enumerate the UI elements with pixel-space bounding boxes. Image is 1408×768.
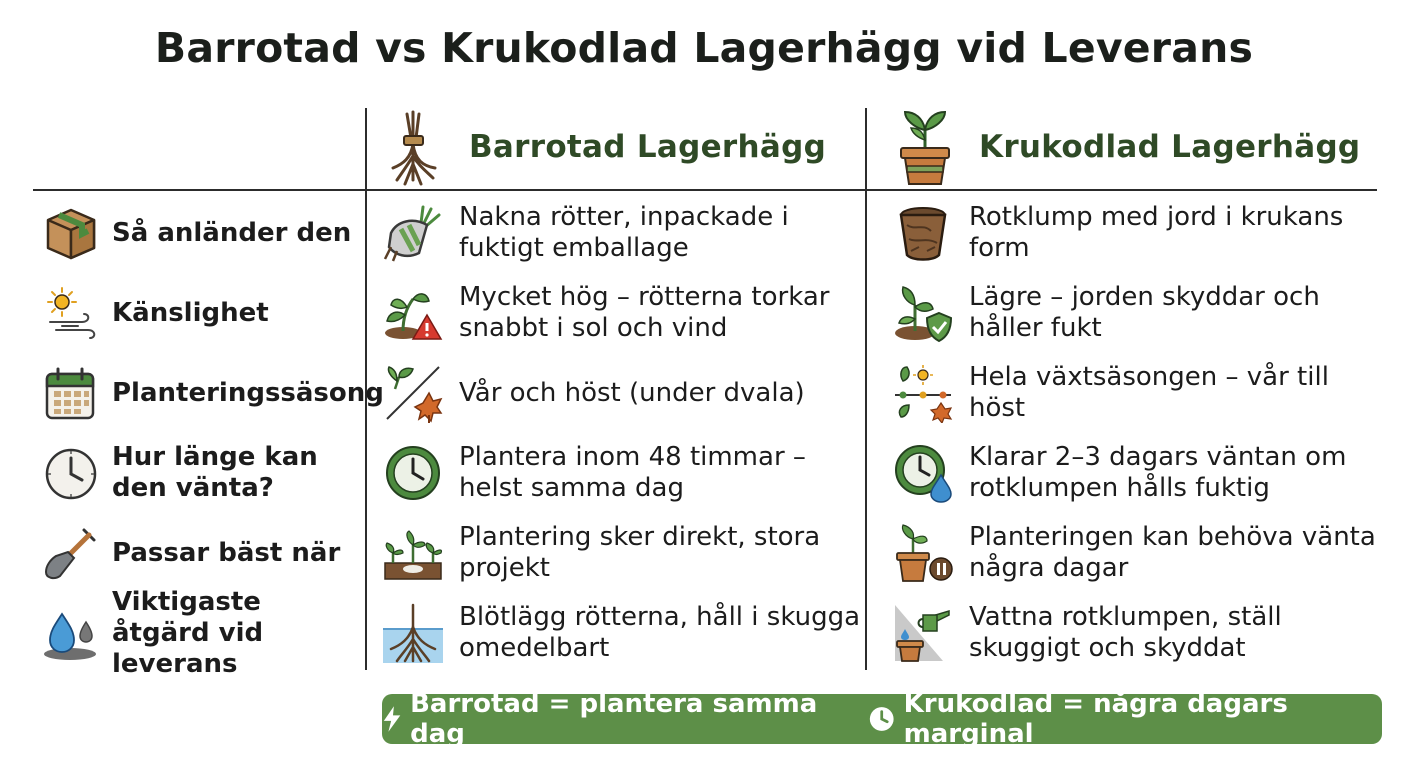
lightning-icon xyxy=(382,704,402,734)
plant-shield-icon xyxy=(893,283,953,343)
barrotad-cell xyxy=(383,593,861,673)
calendar-icon xyxy=(42,364,100,422)
column-header-label: Barrotad Lagerhägg xyxy=(469,129,827,165)
summary-banner xyxy=(382,689,1382,749)
krukodlad-cell xyxy=(893,513,1377,593)
table-row xyxy=(0,433,1408,513)
season-timeline-icon xyxy=(893,363,953,423)
krukodlad-text: Rotklump med jord i krukans form xyxy=(969,202,1344,263)
krukodlad-text: Lägre – jorden skyddar och håller fukt xyxy=(969,282,1320,343)
row-label-text: Känslighet xyxy=(112,297,269,328)
pot-pause-icon xyxy=(893,523,953,583)
table-row xyxy=(0,513,1408,593)
barrotad-text: Plantering sker direkt, stora projekt xyxy=(459,522,821,583)
wrapped-roots-icon xyxy=(383,203,443,263)
krukodlad-cell xyxy=(893,353,1377,433)
barrotad-text: Mycket hög – rötterna torkar snabbt i sol och vind xyxy=(459,282,830,343)
barrotad-text: Nakna rötter, inpackade i fuktigt emballage xyxy=(459,202,789,263)
row-label xyxy=(42,433,362,513)
barrotad-text: Blötlägg rötterna, håll i skugga omedelbart xyxy=(459,602,861,663)
krukodlad-text: Vattna rotklumpen, ställ skuggigt och skyddat xyxy=(969,602,1282,663)
summary-krukodlad xyxy=(868,689,1382,749)
spring-autumn-icon xyxy=(383,363,443,423)
krukodlad-cell xyxy=(893,193,1377,273)
clock-icon xyxy=(42,444,100,502)
root-ball-icon xyxy=(893,203,953,263)
summary-barrotad-text: Barrotad = plantera samma dag xyxy=(410,689,818,749)
column-header-label: Krukodlad Lagerhägg xyxy=(979,129,1361,165)
shovel-icon xyxy=(42,524,100,582)
row-label xyxy=(42,586,362,679)
row-label xyxy=(42,513,362,593)
krukodlad-text: Hela växtsäsongen – vår till höst xyxy=(969,362,1329,423)
row-label xyxy=(42,193,362,273)
table-row xyxy=(0,586,1408,679)
timer-drop-icon xyxy=(893,443,953,503)
sun-wind-icon xyxy=(42,284,100,342)
barrotad-cell xyxy=(383,273,861,353)
row-label-text: Passar bäst när xyxy=(112,537,341,568)
krukodlad-cell xyxy=(893,433,1377,513)
timer-icon xyxy=(383,443,443,503)
planted-row-icon xyxy=(383,523,443,583)
barrotad-cell xyxy=(383,433,861,513)
barrotad-text: Plantera inom 48 timmar – helst samma dag xyxy=(459,442,806,503)
box-icon xyxy=(42,204,100,262)
header-rule xyxy=(33,189,1377,191)
watering-can-icon xyxy=(893,603,953,663)
row-label xyxy=(42,353,384,433)
clock-icon xyxy=(868,704,895,734)
page-title: Barrotad vs Krukodlad Lagerhägg vid Leverans xyxy=(154,24,1254,72)
bare-root-icon xyxy=(383,108,447,186)
barrotad-cell xyxy=(383,353,861,433)
row-label-text: Planteringssäsong xyxy=(112,377,384,408)
soaking-roots-icon xyxy=(383,603,443,663)
wilting-warning-icon xyxy=(383,283,443,343)
column-header-barrotad xyxy=(383,106,826,188)
row-label-text: Hur länge kan den vänta? xyxy=(112,442,318,503)
krukodlad-cell xyxy=(893,593,1377,673)
barrotad-cell xyxy=(383,513,861,593)
water-drops-icon xyxy=(42,604,100,662)
row-label xyxy=(42,273,362,353)
table-row xyxy=(0,193,1408,273)
krukodlad-text: Klarar 2–3 dagars väntan om rotklumpen hålls fuktig xyxy=(969,442,1347,503)
summary-barrotad xyxy=(382,689,841,749)
barrotad-text: Vår och höst (under dvala) xyxy=(459,377,805,408)
krukodlad-text: Planteringen kan behöva vänta några dagar xyxy=(969,522,1376,583)
barrotad-cell xyxy=(383,193,861,273)
table-row xyxy=(0,353,1408,433)
table-row xyxy=(0,273,1408,353)
column-header-krukodlad xyxy=(893,106,1360,188)
row-label-text: Så anländer den xyxy=(112,217,352,248)
row-label-text: Viktigaste åtgärd vid leverans xyxy=(112,586,264,679)
potted-plant-icon xyxy=(893,108,957,186)
summary-krukodlad-text: Krukodlad = några dagars marginal xyxy=(903,689,1288,749)
krukodlad-cell xyxy=(893,273,1377,353)
